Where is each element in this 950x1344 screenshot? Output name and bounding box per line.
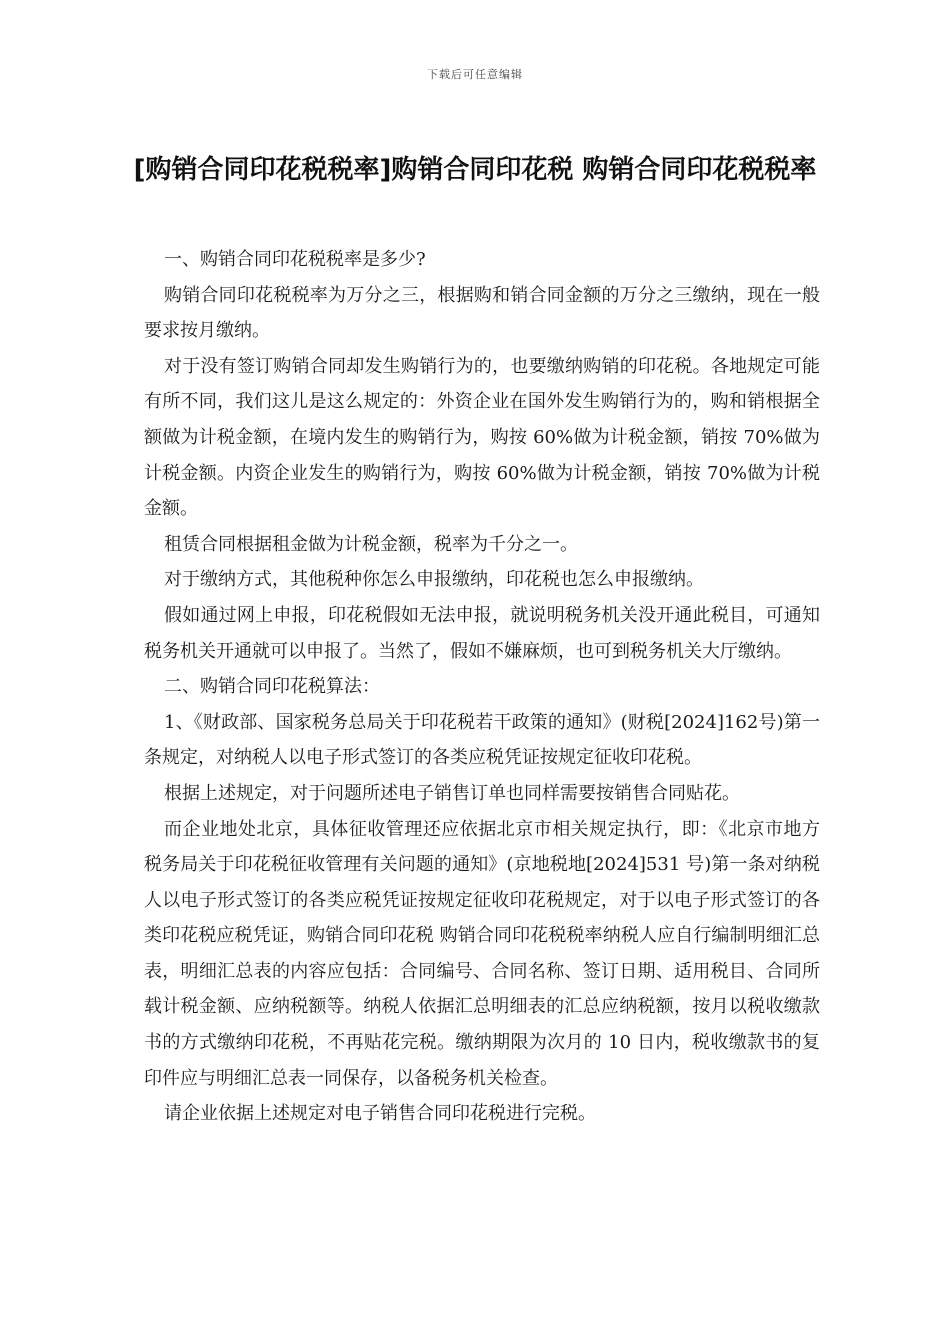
paragraph-3: 对于没有签订购销合同却发生购销行为的，也要缴纳购销的印花税。各地规定可能有所不同，我们这儿是这么规定的：外资企业在国外发生购销行为的，购和销根据全额做为计税金额，在境内发生的购销行为，购按 60%做为计税金额，销按 70%做为计税金额。内资企业发生的购销行为，购按 60%做为计税金额，销按 70%做为计税金额。 [144,355,820,520]
paragraph-11: 请企业依据上述规定对电子销售合同印花税进行完税。 [164,1103,596,1125]
paragraph-2: 购销合同印花税税率为万分之三，根据购和销合同金额的万分之三缴纳，现在一般要求按月缴纳。 [144,284,820,342]
paragraph-6: 假如通过网上申报，印花税假如无法申报，就说明税务机关没开通此税目，可通知税务机关开通就可以申报了。当然了，假如不嫌麻烦，也可到税务机关大厅缴纳。 [144,604,820,662]
paragraph-4: 租赁合同根据租金做为计税金额，税率为千分之一。 [164,533,578,555]
paragraph-9: 根据上述规定，对于问题所述电子销售订单也同样需要按销售合同贴花。 [164,782,740,804]
page-header: 下载后可任意编辑 [427,68,523,81]
document-body [144,242,820,1132]
document-title: [购销合同印花税税率]购销合同印花税 购销合同印花税税率 [133,155,817,185]
paragraph-5: 对于缴纳方式，其他税种你怎么申报缴纳，印花税也怎么申报缴纳。 [164,569,704,591]
paragraph-7: 二、购销合同印花税算法： [164,676,380,698]
paragraph-10: 而企业地处北京，具体征收管理还应依据北京市相关规定执行，即：《北京市地方税务局关于印花税征收管理有关问题的通知》(京地税地[2024]531 号)第一条对纳税人以电子形式签订的各类应税凭证按规定征收印花税规定，对于以电子形式签订的各类印花税应税凭证，购销合同印花税 购销合同印花税税率纳税人应自行编制明细汇总表，明细汇总表的内容应包括：合同编号、合同名称、签订日期、适用税目、合同所载计税金额、应纳税额等。纳税人依据汇总明细表的汇总应纳税额，按月以税收缴款书的方式缴纳印花税，不再贴花完税。缴纳期限为次月的 10 日内，税收缴款书的复印件应与明细汇总表一同保存，以备税务机关检查。 [144,818,820,1089]
paragraph-1: 一、购销合同印花税税率是多少? [164,249,426,270]
paragraph-8: 1、《财政部、国家税务总局关于印花税若干政策的通知》(财税[2024]162号)第一条规定，对纳税人以电子形式签订的各类应税凭证按规定征收印花税。 [144,711,820,769]
